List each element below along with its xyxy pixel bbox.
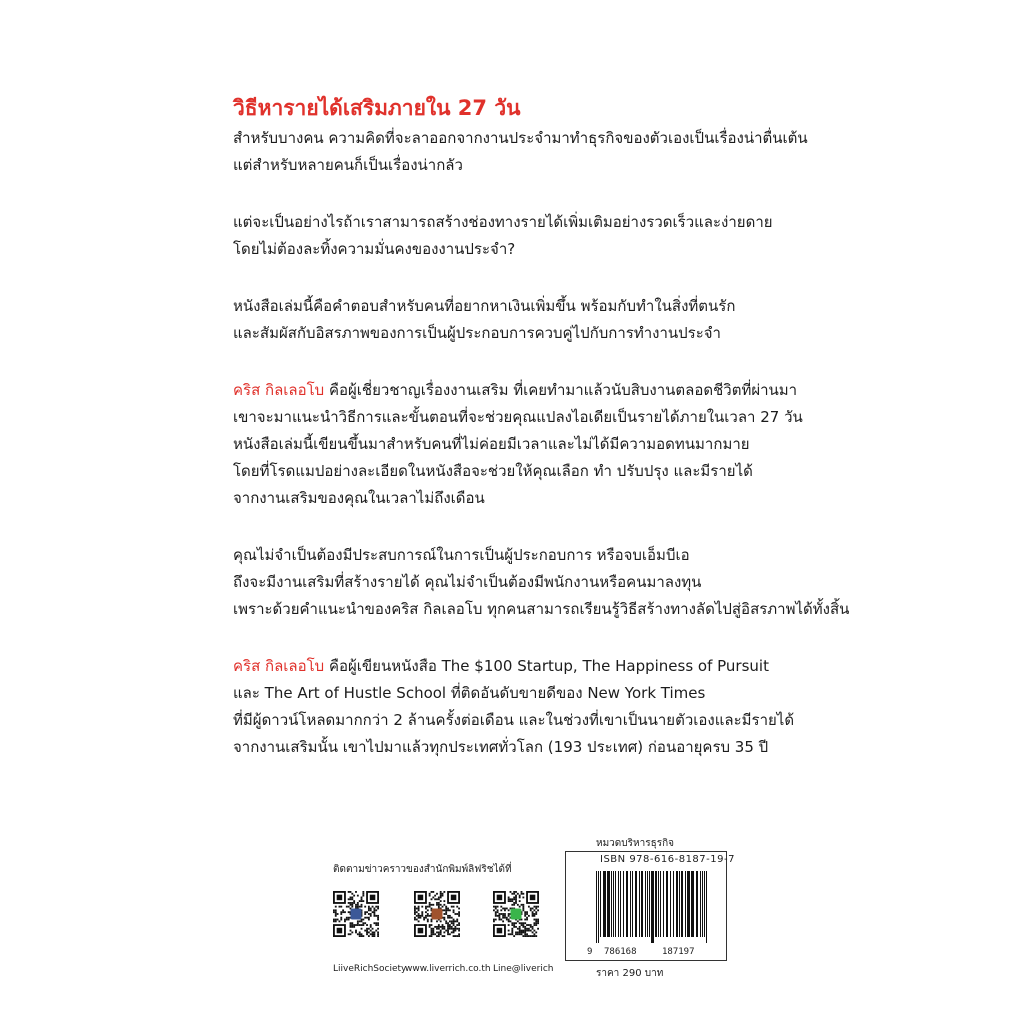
blurb-paragraph bbox=[233, 293, 813, 347]
blurb-line-text: คือผู้เชี่ยวชาญเรื่องงานเสริม ที่เคยทำมาแล้วนับสิบงานตลอดชีวิตที่ผ่านมา bbox=[324, 381, 798, 399]
isbn-number: ISBN 978-616-8187-19-7 bbox=[600, 854, 735, 865]
blurb-line-text: และ The Art of Hustle School ที่ติดอันดับขายดีของ New York Times bbox=[233, 684, 706, 702]
blurb-paragraph bbox=[233, 377, 813, 512]
book-category: หมวดบริหารธุรกิจ bbox=[596, 838, 674, 849]
blurb-line bbox=[233, 377, 813, 404]
blurb-line-text: จากงานเสริมนั้น เขาไปมาแล้วทุกประเทศทั่วโลก (193 ประเทศ) ก่อนอายุครบ 35 ปี bbox=[233, 738, 769, 756]
author-name: คริส กิลเลอโบ bbox=[233, 381, 325, 399]
blurb-line bbox=[233, 542, 813, 569]
line-icon bbox=[510, 908, 521, 919]
blurb-line-text: หนังสือเล่มนี้เขียนขึ้นมาสำหรับคนที่ไม่ค่อยมีเวลาและไม่ได้มีความอดทนมากมาย bbox=[233, 435, 750, 453]
blurb-line bbox=[233, 569, 813, 596]
blurb-paragraph bbox=[233, 125, 813, 179]
blurb-line-text: เขาจะมาแนะนำวิธีการและขั้นตอนที่จะช่วยคุณแปลงไอเดียเป็นรายได้ภายในเวลา 27 วัน bbox=[233, 408, 803, 426]
blurb-line bbox=[233, 485, 813, 512]
blurb-line bbox=[233, 596, 850, 623]
blurb-line bbox=[233, 680, 813, 707]
line-qr-code bbox=[493, 891, 539, 937]
blurb-line bbox=[233, 707, 813, 734]
blurb-paragraphs bbox=[233, 125, 850, 761]
blurb-line bbox=[233, 236, 813, 263]
blurb-paragraph bbox=[233, 542, 850, 623]
blurb-line bbox=[233, 653, 813, 680]
website-icon bbox=[431, 908, 442, 919]
blurb-line bbox=[233, 404, 813, 431]
blurb-paragraph bbox=[233, 653, 813, 761]
facebook-icon bbox=[350, 908, 361, 919]
blurb-line-text: โดยที่โรดแมปอย่างละเอียดในหนังสือจะช่วยให้คุณเลือก ทำ ปรับปรุง และมีรายได้ bbox=[233, 462, 753, 480]
blurb-line bbox=[233, 209, 813, 236]
blurb-line-text: เพราะด้วยคำแนะนำของคริส กิลเลอโบ ทุกคนสามารถเรียนรู้วิธีสร้างทางลัดไปสู่อิสรภาพได้ทั้งสิ้น bbox=[233, 600, 850, 618]
blurb-line bbox=[233, 320, 813, 347]
blurb-line bbox=[233, 125, 813, 152]
blurb-line-text: แต่สำหรับหลายคนก็เป็นเรื่องน่ากลัว bbox=[233, 156, 463, 174]
facebook-label: LiiveRichSociety bbox=[333, 964, 407, 974]
blurb-paragraph bbox=[233, 209, 813, 263]
blurb-line-text: และสัมผัสกับอิสรภาพของการเป็นผู้ประกอบการควบคู่ไปกับการทำงานประจำ bbox=[233, 324, 721, 342]
blurb-line-text: โดยไม่ต้องละทิ้งความมั่นคงของงานประจำ? bbox=[233, 240, 516, 258]
blurb-line-text: หนังสือเล่มนี้คือคำตอบสำหรับคนที่อยากหาเงินเพิ่มขึ้น พร้อมกับทำในสิ่งที่ตนรัก bbox=[233, 297, 736, 315]
follow-text: ติดตามข่าวคราวของสำนักพิมพ์ลิฟริชได้ที่ bbox=[333, 864, 512, 875]
blurb-line-text: ที่มีผู้ดาวน์โหลดมากกว่า 2 ล้านครั้งต่อเดือน และในช่วงที่เขาเป็นนายตัวเองและมีรายได้ bbox=[233, 711, 795, 729]
book-price: ราคา 290 บาท bbox=[596, 968, 664, 979]
blurb-line-text: สำหรับบางคน ความคิดที่จะลาออกจากงานประจำมาทำธุรกิจของตัวเองเป็นเรื่องน่าตื่นเต้น bbox=[233, 129, 808, 147]
blurb-line bbox=[233, 431, 813, 458]
blurb-line bbox=[233, 734, 813, 761]
isbn-barcode bbox=[596, 871, 710, 943]
website-label: www.liverrich.co.th bbox=[405, 964, 491, 974]
facebook-qr-code bbox=[333, 891, 379, 937]
blurb bbox=[233, 94, 850, 791]
blurb-line-text: คุณไม่จำเป็นต้องมีประสบการณ์ในการเป็นผู้ประกอบการ หรือจบเอ็มบีเอ bbox=[233, 546, 690, 564]
author-name: คริส กิลเลอโบ bbox=[233, 657, 325, 675]
line-label: Line@liverich bbox=[493, 964, 554, 974]
blurb-line-text: ถึงจะมีงานเสริมที่สร้างรายได้ คุณไม่จำเป็นต้องมีพนักงานหรือคนมาลงทุน bbox=[233, 573, 702, 591]
barcode-digits-left: 786168 bbox=[604, 947, 637, 957]
blurb-line bbox=[233, 293, 813, 320]
blurb-heading: วิธีหารายได้เสริมภายใน 27 วัน bbox=[233, 96, 521, 120]
blurb-line bbox=[233, 152, 813, 179]
website-qr-code bbox=[414, 891, 460, 937]
blurb-line-text: จากงานเสริมของคุณในเวลาไม่ถึงเดือน bbox=[233, 489, 485, 507]
barcode-digit-prefix: 9 bbox=[587, 947, 593, 957]
blurb-line bbox=[233, 458, 813, 485]
barcode-digits-right: 187197 bbox=[662, 947, 695, 957]
blurb-line-text: คือผู้เขียนหนังสือ The $100 Startup, The Happiness of Pursuit bbox=[324, 657, 769, 675]
blurb-line-text: แต่จะเป็นอย่างไรถ้าเราสามารถสร้างช่องทางรายได้เพิ่มเติมอย่างรวดเร็วและง่ายดาย bbox=[233, 213, 773, 231]
